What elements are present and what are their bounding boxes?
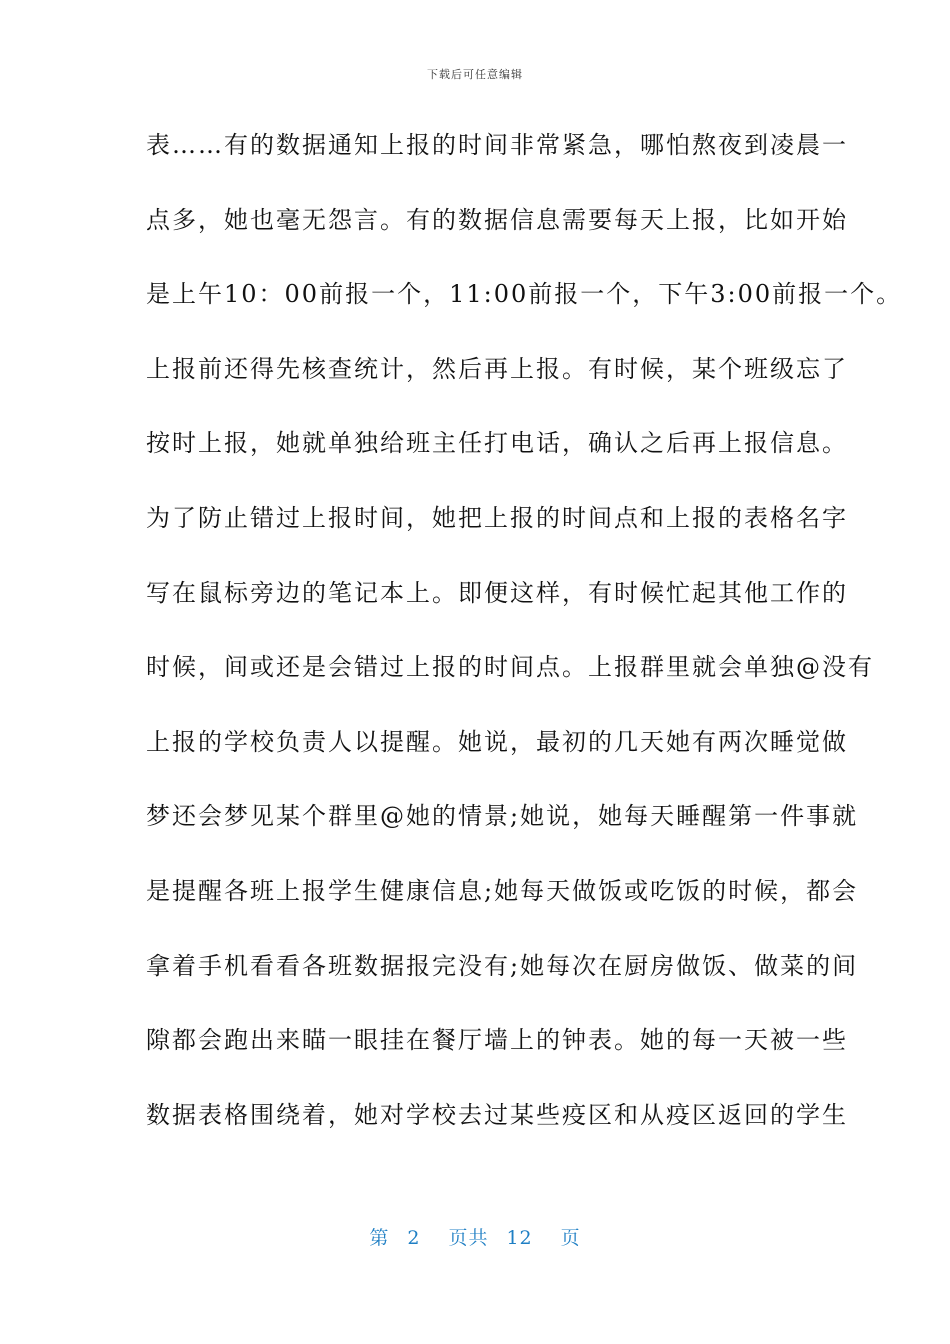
page-header-note: 下载后可任意编辑 [427, 68, 523, 81]
total-page-count: 12 [506, 1227, 533, 1249]
body-line: 是提醒各班上报学生健康信息;她每天做饭或吃饭的时候，都会 [146, 876, 859, 905]
body-line: 数据表格围绕着，她对学校去过某些疫区和从疫区返回的学生 [146, 1100, 848, 1129]
body-line: 按时上报，她就单独给班主任打电话，确认之后再上报信息。 [146, 429, 848, 458]
document-body [146, 123, 903, 1167]
body-line: 是上午10：00前报一个，11:00前报一个，下午3:00前报一个。 [146, 280, 903, 309]
page-middle-text: 页共 [448, 1227, 489, 1249]
body-line: 写在鼠标旁边的笔记本上。即便这样，有时候忙起其他工作的 [146, 578, 848, 607]
body-line: 梦还会梦见某个群里@她的情景;她说，她每天睡醒第一件事就 [146, 802, 859, 831]
page-prefix: 第 [369, 1227, 390, 1249]
page-number-footer [0, 1223, 950, 1250]
body-line: 表……有的数据通知上报的时间非常紧急，哪怕熬夜到凌晨一 [146, 131, 848, 159]
body-line: 隙都会跑出来瞄一眼挂在餐厅墙上的钟表。她的每一天被一些 [146, 1026, 848, 1055]
body-line: 拿着手机看看各班数据报完没有;她每次在厨房做饭、做菜的间 [146, 951, 859, 980]
body-line: 为了防止错过上报时间，她把上报的时间点和上报的表格名字 [146, 503, 848, 532]
body-line: 上报的学校负责人以提醒。她说，最初的几天她有两次睡觉做 [146, 727, 848, 756]
body-line: 时候，间或还是会错过上报的时间点。上报群里就会单独@没有 [146, 653, 874, 682]
current-page-number: 2 [407, 1227, 421, 1249]
body-line: 点多，她也毫无怨言。有的数据信息需要每天上报，比如开始 [146, 205, 848, 234]
body-line: 上报前还得先核查统计，然后再上报。有时候，某个班级忘了 [146, 354, 848, 383]
page-suffix: 页 [560, 1227, 581, 1249]
